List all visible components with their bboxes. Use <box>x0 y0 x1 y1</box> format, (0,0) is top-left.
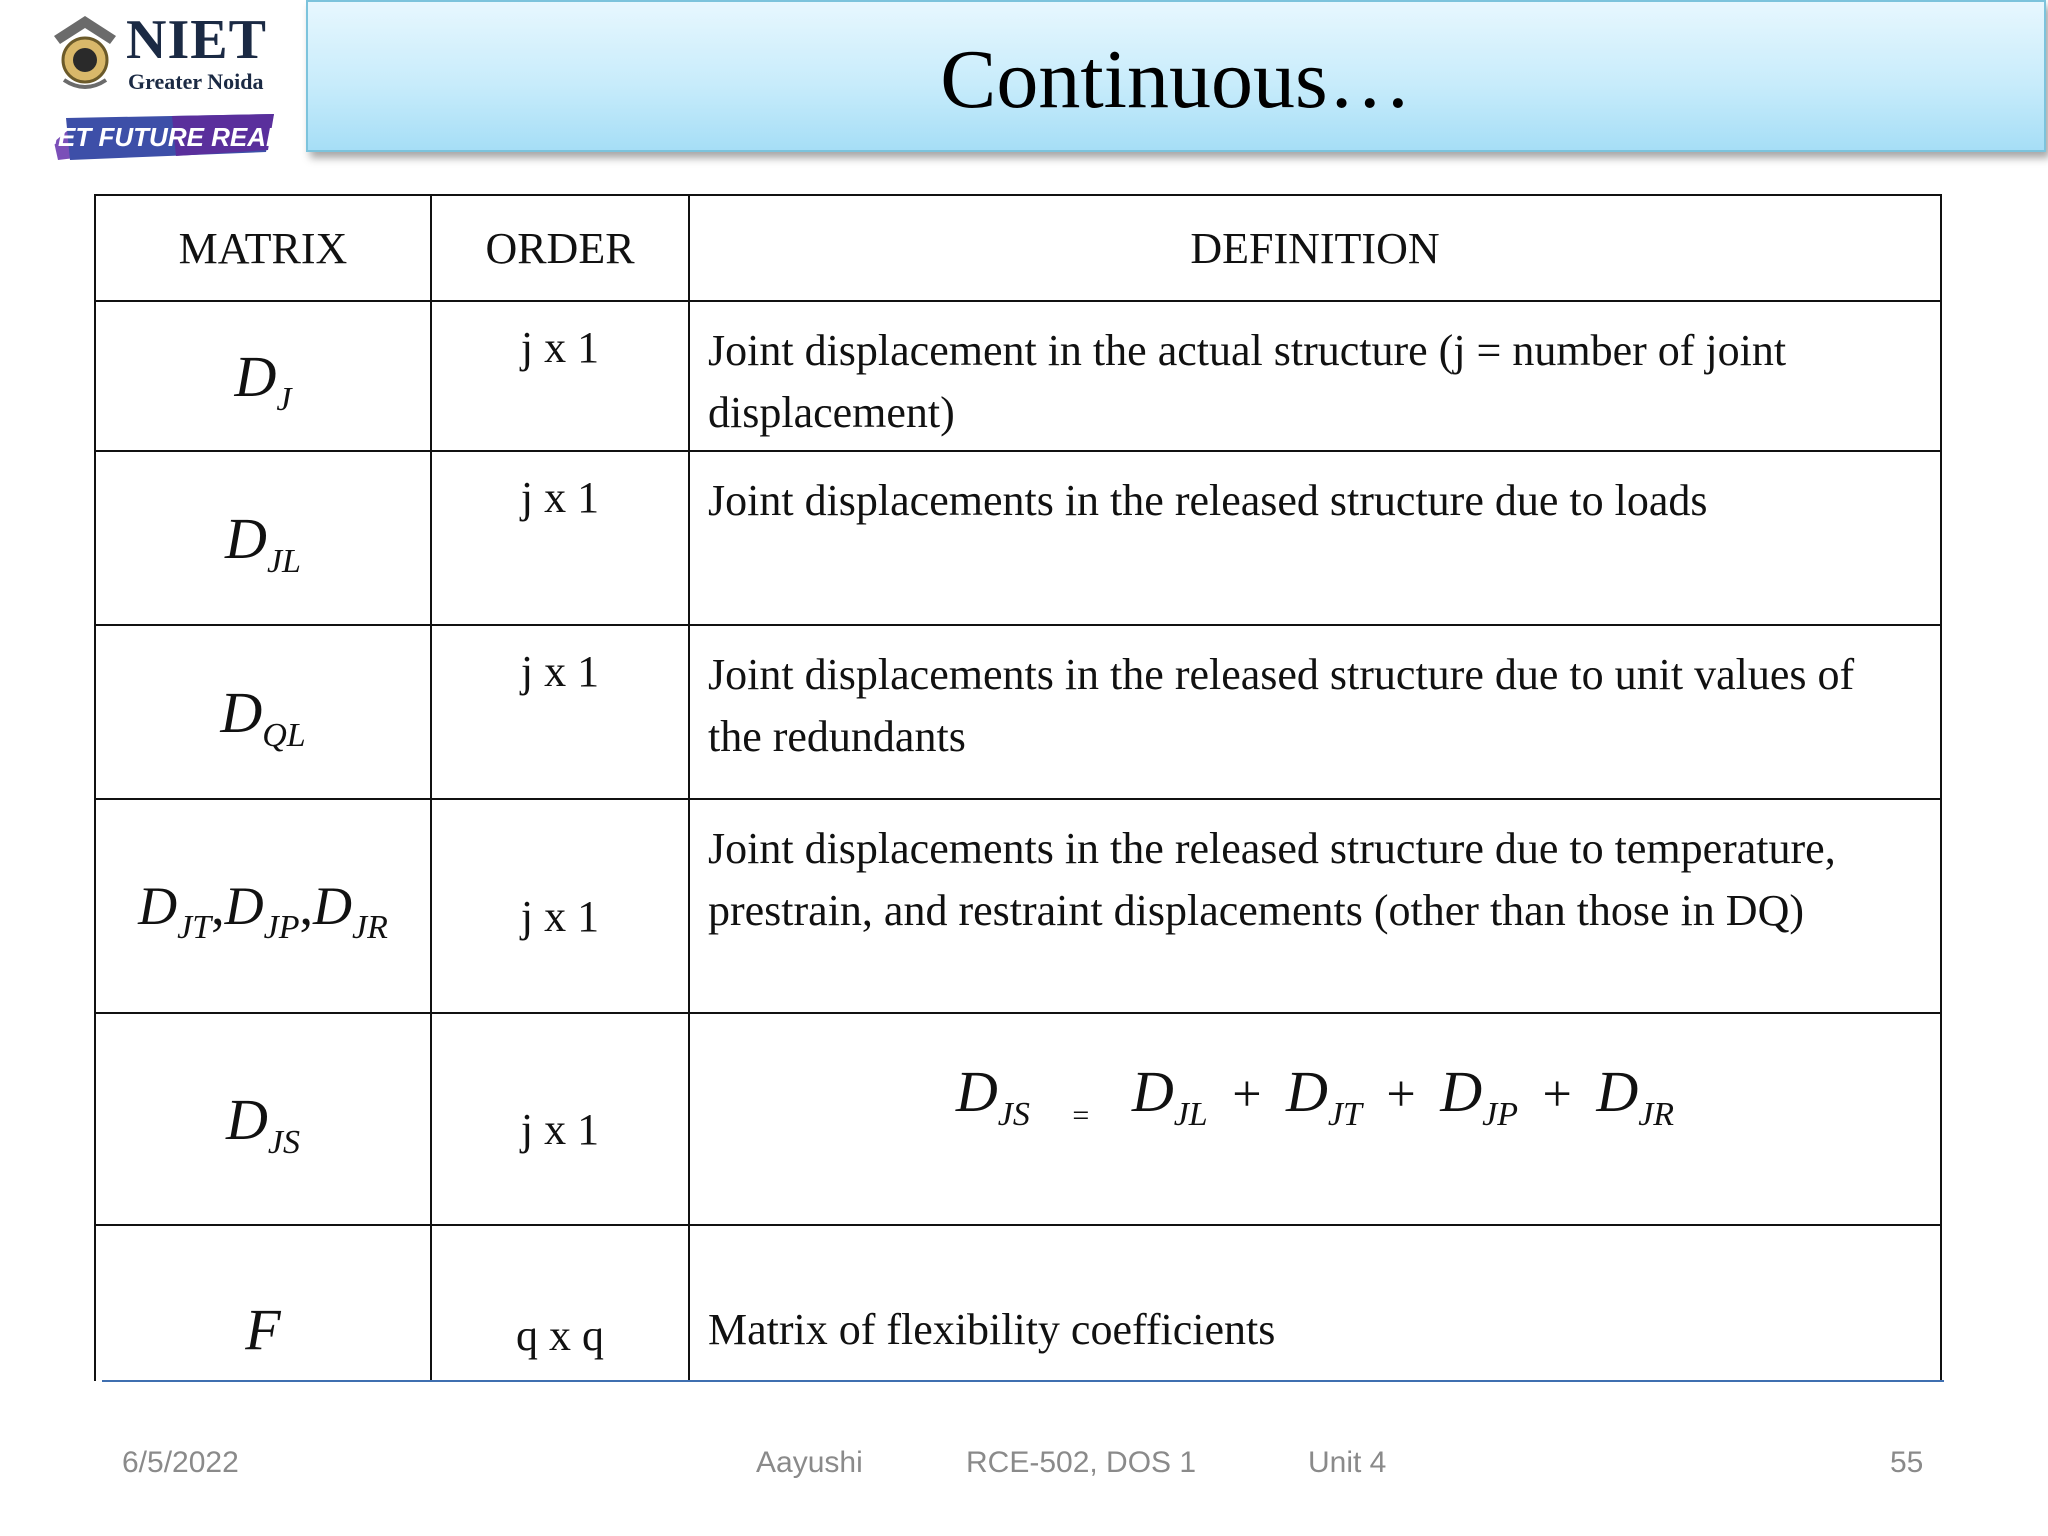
order-cell: j x 1 <box>431 1013 689 1225</box>
matrix-subscript: JL <box>266 542 301 580</box>
table-row <box>95 1013 1941 1225</box>
matrix-symbol: D <box>234 343 277 409</box>
header-matrix: MATRIX <box>95 195 431 301</box>
definition-cell: Joint displacements in the released structure due to temperature, prestrain, and restraint displacements (other than those in DQ) <box>689 799 1941 1013</box>
displacement-formula: $D_{JS}$ $_=$ $D_{JL} + D_{JT} + D_{JP} + D_{JR}$ <box>955 1059 1675 1133</box>
matrix-symbol: D <box>224 876 264 936</box>
get-future-ready-banner <box>37 112 303 164</box>
footer-unit: Unit 4 <box>1308 1446 1387 1479</box>
matrix-cell <box>95 1225 431 1381</box>
matrix-symbol: D <box>225 505 267 571</box>
matrix-subscript: JT <box>177 909 212 946</box>
matrix-symbol: D <box>226 1086 268 1152</box>
header-order: ORDER <box>431 195 689 301</box>
table-row <box>95 1225 1941 1381</box>
matrix-cell <box>95 301 431 451</box>
matrix-subscript: JP <box>263 909 300 946</box>
logo-city: Greater Noida <box>128 69 264 94</box>
matrix-cell: $D_{JT},D_{JP},D_{JR}$ <box>95 799 431 1013</box>
formula-cell <box>689 1013 1941 1225</box>
table-row <box>95 625 1941 799</box>
header-definition: DEFINITION <box>689 195 1941 301</box>
matrix-subscript: J <box>276 380 292 418</box>
footer-date: 6/5/2022 <box>122 1446 239 1479</box>
niet-logo <box>37 9 303 170</box>
matrix-symbol: D <box>220 679 263 745</box>
matrix-table <box>94 194 1942 1381</box>
logo-name: NIET <box>126 9 267 71</box>
banner-text: GET FUTURE READY <box>37 122 303 152</box>
order-cell: q x q <box>431 1225 689 1381</box>
order-cell: j x 1 <box>431 799 689 1013</box>
matrix-symbol: F <box>245 1297 281 1362</box>
table-header-row <box>95 195 1941 301</box>
table-row <box>95 451 1941 625</box>
definition-cell: Joint displacement in the actual structure (j = number of joint displacement) <box>689 301 1941 451</box>
slide-title: Continuous… <box>940 33 1412 126</box>
matrix-cell <box>95 1013 431 1225</box>
table-bottom-rule <box>102 1380 1944 1382</box>
footer-course: RCE-502, DOS 1 <box>966 1446 1197 1479</box>
footer-author: Aayushi <box>756 1446 863 1479</box>
order-cell: j x 1 <box>431 625 689 799</box>
matrix-subscript: JS <box>267 1123 300 1161</box>
matrix-subscript: QL <box>262 716 306 754</box>
table-row <box>95 301 1941 451</box>
matrix-symbol: D <box>313 876 352 936</box>
footer-page-number: 55 <box>1890 1446 1924 1479</box>
college-seal-icon <box>50 14 120 94</box>
definition-cell: Joint displacements in the released structure due to unit values of the redundants <box>689 625 1941 799</box>
matrix-symbol: D <box>138 876 178 936</box>
order-cell: j x 1 <box>431 451 689 625</box>
order-cell: j x 1 <box>431 301 689 451</box>
definition-cell: Joint displacements in the released structure due to loads <box>689 451 1941 625</box>
matrix-cell <box>95 625 431 799</box>
matrix-cell <box>95 451 431 625</box>
matrix-subscript: JR <box>352 909 388 946</box>
table-row <box>95 799 1941 1013</box>
title-bar <box>306 0 2046 152</box>
definition-cell: Matrix of flexibility coefficients <box>689 1225 1941 1381</box>
